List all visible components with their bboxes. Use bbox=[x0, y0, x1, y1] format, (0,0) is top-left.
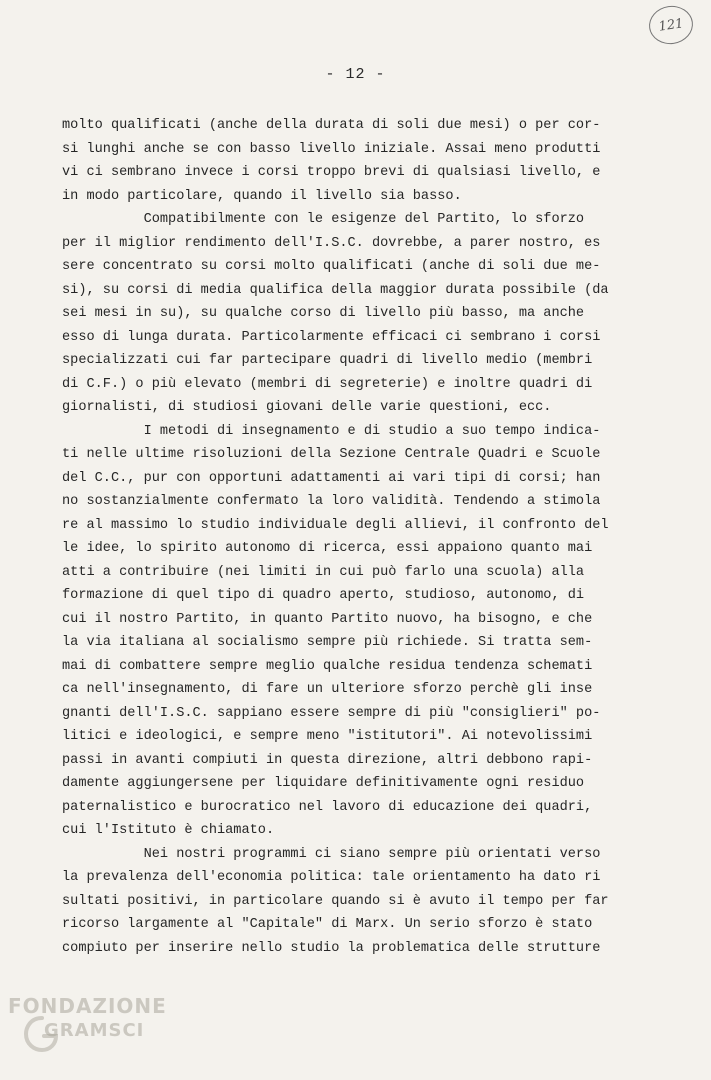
text-line: per il miglior rendimento dell'I.S.C. dovrebbe, a parer nostro, es bbox=[62, 235, 601, 251]
text-line: cui l'Istituto è chiamato. bbox=[62, 823, 275, 838]
text-line: gnanti dell'I.S.C. sappiano essere sempre di più "consiglieri" po- bbox=[62, 705, 601, 721]
text-line: sei mesi in su), su qualche corso di livello più basso, ma anche bbox=[62, 306, 585, 321]
text-line: paternalistico e burocratico nel lavoro di educazione dei quadri, bbox=[62, 799, 593, 815]
text-line: si), su corsi di media qualifica della maggior durata possibile (da bbox=[62, 282, 609, 298]
text-line: sere concentrato su corsi molto qualificati (anche di soli due me- bbox=[62, 259, 601, 274]
text-line: del C.C., pur con opportuni adattamenti ai vari tipi di corsi; han bbox=[62, 470, 601, 486]
text-line: Nei nostri programmi ci siano sempre più orientati verso bbox=[62, 846, 601, 862]
text-line: re al massimo lo studio individuale degli allievi, il confronto del bbox=[62, 517, 609, 533]
text-line: I metodi di insegnamento e di studio a suo tempo indica- bbox=[62, 423, 601, 439]
page-number: - 12 - bbox=[325, 66, 386, 83]
watermark-text-line1: FONDAZIONE bbox=[8, 994, 167, 1018]
text-line: la prevalenza dell'economia politica: tale orientamento ha dato ri bbox=[62, 870, 601, 885]
text-line: compiuto per inserire nello studio la problematica delle strutture bbox=[62, 940, 601, 956]
text-line: no sostanzialmente confermato la loro validità. Tendendo a stimola bbox=[62, 494, 601, 509]
text-line: le idee, lo spirito autonomo di ricerca, essi appaiono quanto mai bbox=[62, 541, 593, 556]
text-line: molto qualificati (anche della durata di soli due mesi) o per cor- bbox=[62, 118, 601, 133]
text-line: ca nell'insegnamento, di fare un ulteriore sforzo perchè gli inse bbox=[62, 682, 593, 697]
text-line: litici e ideologici, e sempre meno "istitutori". Ai notevolissimi bbox=[62, 729, 593, 744]
text-line: damente aggiungersene per liquidare definitivamente ogni residuo bbox=[62, 776, 585, 791]
text-line: esso di lunga durata. Particolarmente efficaci ci sembrano i corsi bbox=[62, 329, 601, 345]
text-line: ricorso largamente al "Capitale" di Marx. Un serio sforzo è stato bbox=[62, 917, 593, 932]
text-line: sultati positivi, in particolare quando si è avuto il tempo per far bbox=[62, 893, 609, 909]
text-line: Compatibilmente con le esigenze del Partito, lo sforzo bbox=[62, 212, 585, 227]
text-line: di C.F.) o più elevato (membri di segreterie) e inoltre quadri di bbox=[62, 376, 593, 392]
text-line: la via italiana al socialismo sempre più richiede. Si tratta sem- bbox=[62, 635, 593, 650]
text-line: mai di combattere sempre meglio qualche residua tendenza schemati bbox=[62, 658, 593, 674]
watermark-text-line2: GRAMSCI bbox=[44, 1020, 145, 1041]
text-line: cui il nostro Partito, in quanto Partito nuovo, ha bisogno, e che bbox=[62, 611, 593, 627]
fondazione-gramsci-watermark bbox=[8, 994, 198, 1058]
text-line: atti a contribuire (nei limiti in cui può farlo una scuola) alla bbox=[62, 564, 585, 580]
body-text bbox=[62, 114, 662, 960]
text-line: si lunghi anche se con basso livello iniziale. Assai meno produtti bbox=[62, 141, 601, 157]
text-line: ti nelle ultime risoluzioni della Sezione Centrale Quadri e Scuole bbox=[62, 447, 601, 462]
archive-stamp: 121 bbox=[647, 3, 696, 47]
text-line: formazione di quel tipo di quadro aperto, studioso, autonomo, di bbox=[62, 588, 585, 603]
text-line: specializzati cui far partecipare quadri di livello medio (membri bbox=[62, 353, 593, 368]
text-line: giornalisti, di studiosi giovani delle varie questioni, ecc. bbox=[62, 400, 552, 415]
text-line: vi ci sembrano invece i corsi troppo brevi di qualsiasi livello, e bbox=[62, 165, 601, 180]
text-line: in modo particolare, quando il livello sia basso. bbox=[62, 188, 462, 204]
text-line: passi in avanti compiuti in questa direzione, altri debbono rapi- bbox=[62, 752, 593, 768]
